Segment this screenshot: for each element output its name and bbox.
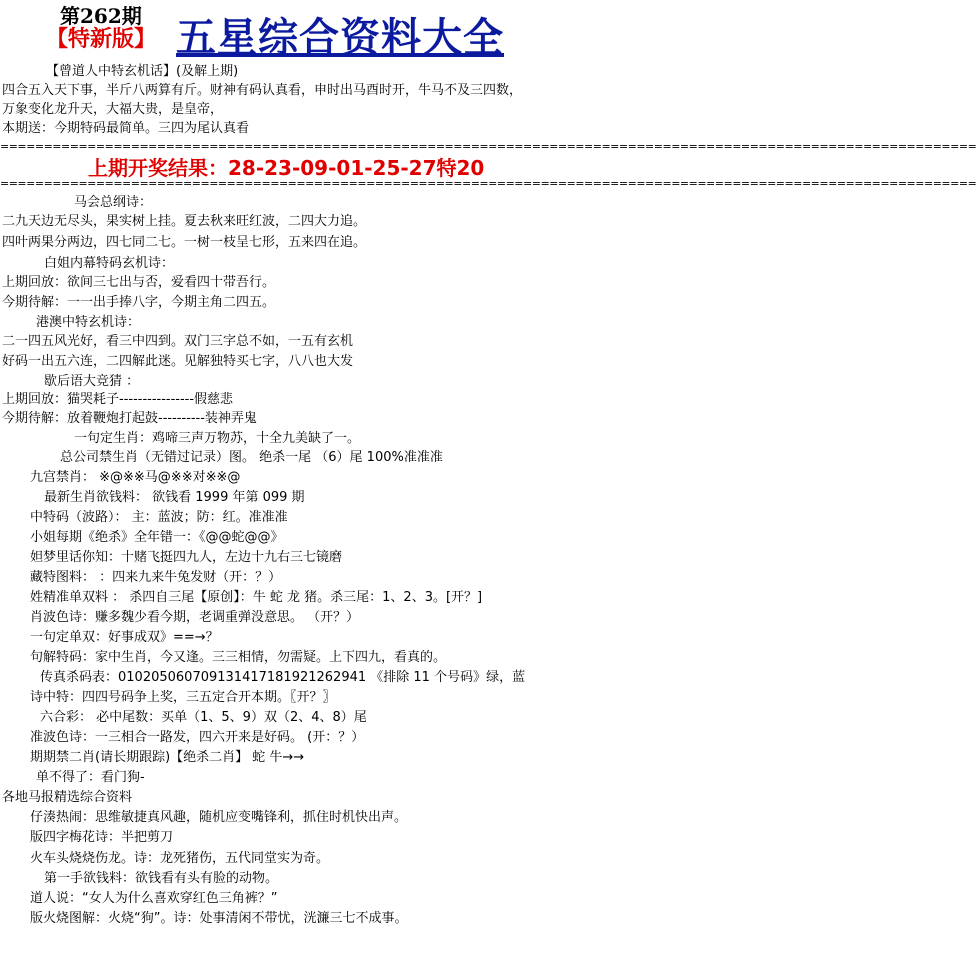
- text-line: 火车头烧烧伤龙。诗：龙死猪伤，五代同堂实为奇。: [30, 851, 330, 866]
- text-line: 今期待解：放着鞭炮打起鼓----------装神弄鬼: [2, 411, 257, 426]
- text-line: 期期禁二肖(请长期跟踪)【绝杀二肖】 蛇 牛→→: [30, 750, 305, 765]
- text-line: 诗中特：四四号码争上奖，三五定合开本期。〖开？〗: [30, 690, 336, 705]
- page-title: 五星综合资料大全: [176, 14, 504, 61]
- section-heading: 马会总纲诗：: [74, 195, 153, 210]
- section-heading: 港澳中特玄机诗：: [36, 315, 141, 330]
- text-line: 第一手欲钱料：欲钱看有头有脸的动物。: [44, 871, 279, 886]
- text-line: 四叶两果分两边，四七同二七。一树一枝呈七形，五来四在追。: [2, 235, 367, 250]
- text-line: 道人说：“女人为什么喜欢穿红色三角裤？”: [30, 891, 278, 906]
- section-heading: 歇后语大竞猜 ：: [44, 374, 140, 389]
- text-line: 仔湊热闹：思维敏捷真风趣，随机应变嘴锋利，抓住时机快出声。: [30, 810, 408, 825]
- text-line: 一句定单双：好事成双》==→？: [30, 630, 219, 645]
- section-heading: 【曾道人中特玄机话】(及解上期): [46, 64, 239, 79]
- text-line: 一句定生肖：鸡啼三声万物苏，十全九美缺了一。: [74, 431, 361, 446]
- text-line: 万象变化龙升天，大福大贵，是皇帝，: [2, 102, 224, 117]
- text-line: 九宫禁肖： ※@※※马@※※对※※@: [30, 470, 241, 485]
- text-line: 藏特图料： ：四来九来牛兔发财（开：？）: [30, 570, 282, 585]
- text-line: 好码一出五六连，二四解此迷。见解独特买七字，八八也大发: [2, 354, 354, 369]
- text-line: 传真杀码表：0102050607091314171819212629​41 《排除 11 个号码》绿，蓝: [40, 670, 526, 685]
- text-line: 总公司禁生肖（无错过记录）图。 绝杀一尾 （6）尾 100%准准准: [60, 450, 443, 465]
- text-line: 中特码（波路）： 主：蓝波；防：红。准准准: [30, 510, 288, 525]
- issue-number: 第262期: [60, 4, 142, 28]
- text-line: 四合五入天下事，半斤八两算有斤。财神有码认真看，申时出马酉时开，牛马不及三四数，: [2, 83, 523, 98]
- text-line: 版火烧图解：火烧“狗”。诗：处事清闲不带忧，洸濂三七不成事。: [30, 911, 408, 926]
- text-line: 姓精准单双料 ： 杀四自三尾【原创】：牛 蛇 龙 猪。杀三尾：1、2、3。[开？]: [30, 590, 483, 605]
- text-line: 句解特码：家中生肖，今又逢。三三相情，勿需疑。上下四九，看真的。: [30, 650, 447, 665]
- text-line: 今期待解：一一出手捧八字，今期主角二四五。: [2, 295, 276, 310]
- text-line: 本期送：今期特码最简单。三四为尾认真看: [2, 121, 250, 136]
- text-line: 二一四五风光好，看三中四到。双门三字总不如，一五有玄机: [2, 334, 354, 349]
- text-line: 肖波色诗：赚多魏少看今期，老调重弹没意思。 （开？）: [30, 610, 360, 625]
- text-line: 妲梦里话你知：十赌飞挺四九人，左边十九右三七镜磨: [30, 550, 343, 565]
- text-line: 小姐每期《绝杀》全年错一：《@@蛇@@》: [30, 530, 284, 545]
- section-heading: 各地马报精选综合资料: [2, 790, 133, 805]
- text-line: 单不得了：看门狗-: [36, 770, 145, 785]
- text-line: 最新生肖欲钱料： 欲钱看 1999 年第 099 期: [44, 490, 305, 505]
- text-line: 上期回放：欲间三七出与否，爱看四十带吾行。: [2, 275, 276, 290]
- text-line: 版四字梅花诗：半把剪刀: [30, 830, 174, 845]
- text-line: 准波色诗：一三相合一路发，四六开来是好码。 (开：？）: [30, 730, 365, 745]
- text-line: 二九天边无尽头，果实树上挂。夏去秋来旺红波，二四大力追。: [2, 214, 367, 229]
- last-result: 上期开奖结果：28-23-09-01-25-27特20: [88, 156, 485, 180]
- edition-label: 【特新版】: [46, 26, 157, 52]
- divider: ================================================================================================================: [0, 177, 976, 190]
- text-line: 六合彩： 必中尾数：买单（1、5、9）双（2、4、8）尾: [40, 710, 367, 725]
- text-line: 上期回放：猫哭耗子----------------假慈悲: [2, 392, 234, 407]
- divider: ================================================================================================================: [0, 140, 976, 153]
- section-heading: 白姐内幕特码玄机诗：: [44, 256, 175, 271]
